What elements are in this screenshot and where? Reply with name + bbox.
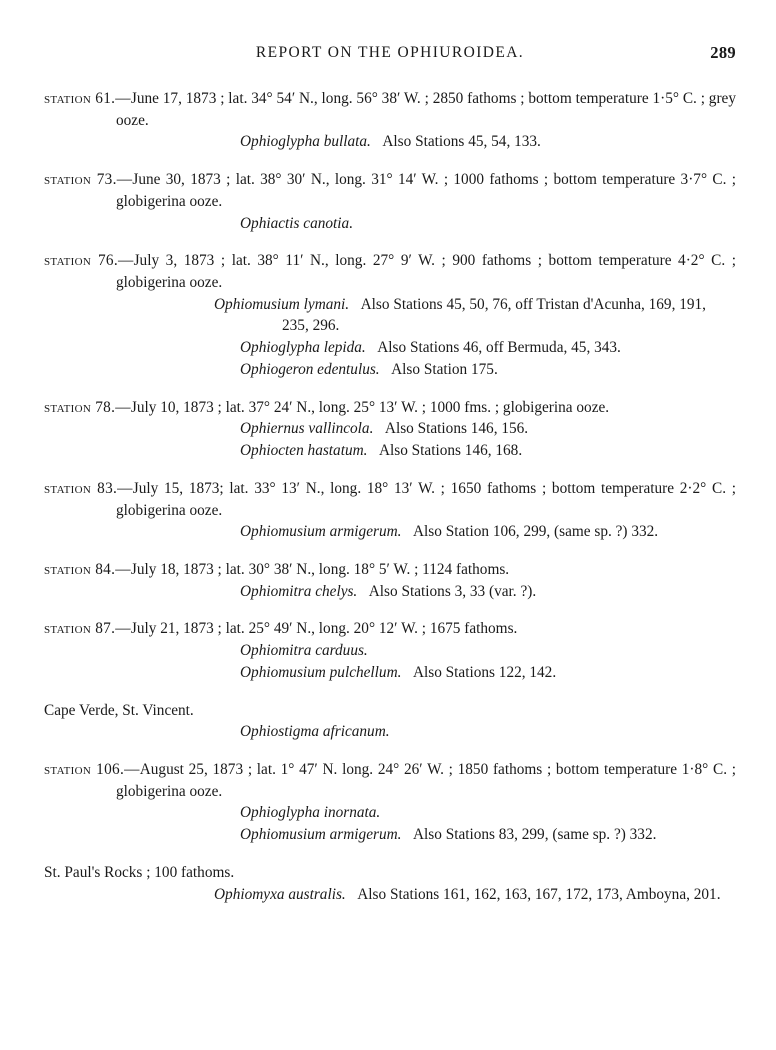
species-name: Ophioglypha bullata. xyxy=(240,133,371,151)
species-name: Ophiocten hastatum. xyxy=(240,442,368,460)
species-line xyxy=(44,824,736,846)
entry-list xyxy=(44,88,736,905)
species-name: Ophiomyxa australis. xyxy=(214,885,346,903)
species-stations: Also Stations 3, 33 (var. ?). xyxy=(368,582,537,600)
species-stations: Also Station 175. xyxy=(391,360,498,378)
locality-text: St. Paul's Rocks ; 100 fathoms. xyxy=(44,863,235,881)
species-stations: Also Stations 146, 156. xyxy=(384,420,529,438)
species-line xyxy=(44,581,736,603)
species-line xyxy=(44,440,736,462)
locality-line xyxy=(44,700,736,722)
station-line xyxy=(44,618,736,640)
station-entry xyxy=(44,700,736,743)
species-name: Ophioglypha lepida. xyxy=(240,339,366,357)
species-line xyxy=(44,418,736,440)
station-line xyxy=(44,88,736,131)
species-line xyxy=(44,884,736,906)
station-text: July 21, 1873 ; lat. 25° 49′ N., long. 20° 12′ W. ; 1675 fathoms. xyxy=(130,620,518,638)
station-entry xyxy=(44,862,736,905)
station-entry xyxy=(44,478,736,543)
species-line xyxy=(44,721,736,743)
species-name: Ophiomusium armigerum. xyxy=(240,826,402,844)
station-line xyxy=(44,250,736,293)
species-stations: Also Station 106, 299, (same sp. ?) 332. xyxy=(412,523,659,541)
species-stations: Also Stations 161, 162, 163, 167, 172, 173, Amboyna, 201. xyxy=(357,885,721,903)
station-text: August 25, 1873 ; lat. 1° 47′ N. long. 24° 26′ W. ; 1850 fathoms ; bottom temperature 1·8° C. ; globigerina ooze. xyxy=(116,760,736,800)
species-line xyxy=(44,337,736,359)
species-stations: Also Stations 45, 54, 133. xyxy=(382,133,541,151)
running-title xyxy=(44,44,736,62)
station-text: June 17, 1873 ; lat. 34° 54′ N., long. 56° 38′ W. ; 2850 fathoms ; bottom temperature 1·5° C. ; grey ooze. xyxy=(116,90,736,129)
station-text: July 10, 1873 ; lat. 37° 24′ N., long. 25° 13′ W. ; 1000 fms. ; globigerina ooze. xyxy=(130,398,610,416)
species-name: Ophiernus vallincola. xyxy=(240,420,374,438)
station-label: station 84.— xyxy=(44,560,131,578)
species-name: Ophiomitra chelys. xyxy=(240,582,358,600)
station-label: station 73.— xyxy=(44,171,133,189)
species-line xyxy=(44,359,736,381)
station-text: July 3, 1873 ; lat. 38° 11′ N., long. 27° 9′ W. ; 900 fathoms ; bottom temperature 4·2° C. ; globigerina ooze. xyxy=(116,252,736,292)
station-text: June 30, 1873 ; lat. 38° 30′ N., long. 31° 14′ W. ; 1000 fathoms ; bottom temperature 3·7° C. ; globigerina ooze. xyxy=(116,171,736,210)
species-name: Ophiactis canotia. xyxy=(240,214,354,232)
species-line xyxy=(44,213,736,235)
locality-line xyxy=(44,862,736,884)
species-name: Ophiomusium pulchellum. xyxy=(240,663,402,681)
species-name: Ophiogeron edentulus. xyxy=(240,360,380,378)
station-text: July 18, 1873 ; lat. 30° 38′ N., long. 18° 5′ W. ; 1124 fathoms. xyxy=(130,560,510,578)
species-stations: Also Stations 45, 50, 76, off Tristan d'Acunha, 169, 191, 235, 296. xyxy=(282,295,706,335)
station-entry xyxy=(44,397,736,462)
species-line xyxy=(44,521,736,543)
station-label: station 83.— xyxy=(44,479,133,497)
station-line xyxy=(44,478,736,521)
species-stations: Also Stations 122, 142. xyxy=(412,663,557,681)
species-name: Ophiomusium lymani. xyxy=(214,295,350,313)
station-entry xyxy=(44,169,736,234)
station-line xyxy=(44,397,736,419)
species-stations: Also Stations 46, off Bermuda, 45, 343. xyxy=(377,339,621,357)
station-line xyxy=(44,169,736,212)
species-line xyxy=(44,131,736,153)
locality-text: Cape Verde, St. Vincent. xyxy=(44,701,194,719)
station-label: station 106.— xyxy=(44,760,140,778)
station-entry xyxy=(44,88,736,153)
species-name: Ophiostigma africanum. xyxy=(240,723,390,741)
page-header xyxy=(44,44,736,78)
station-text: July 15, 1873; lat. 33° 13′ N., long. 18° 13′ W. ; 1650 fathoms ; bottom temperature 2·2° C. ; globigerina ooze. xyxy=(116,479,736,519)
station-entry xyxy=(44,759,736,846)
station-label: station 76.— xyxy=(44,252,134,270)
species-line xyxy=(44,640,736,662)
species-line xyxy=(44,662,736,684)
station-entry xyxy=(44,559,736,602)
species-stations: Also Stations 83, 299, (same sp. ?) 332. xyxy=(412,826,657,844)
station-entry xyxy=(44,250,736,380)
station-line xyxy=(44,559,736,581)
station-entry xyxy=(44,618,736,683)
running-title-text: REPORT ON THE OPHIUROIDEA. xyxy=(255,44,525,61)
station-label: station 87.— xyxy=(44,620,131,638)
station-label: station 78.— xyxy=(44,398,131,416)
station-label: station 61.— xyxy=(44,90,131,107)
species-name: Ophiomitra carduus. xyxy=(240,642,368,660)
species-line xyxy=(44,294,736,337)
species-name: Ophiomusium armigerum. xyxy=(240,523,402,541)
species-stations: Also Stations 146, 168. xyxy=(378,442,523,460)
station-line xyxy=(44,759,736,802)
species-line xyxy=(44,802,736,824)
page-number: 289 xyxy=(710,43,736,62)
species-name: Ophioglypha inornata. xyxy=(240,804,381,822)
